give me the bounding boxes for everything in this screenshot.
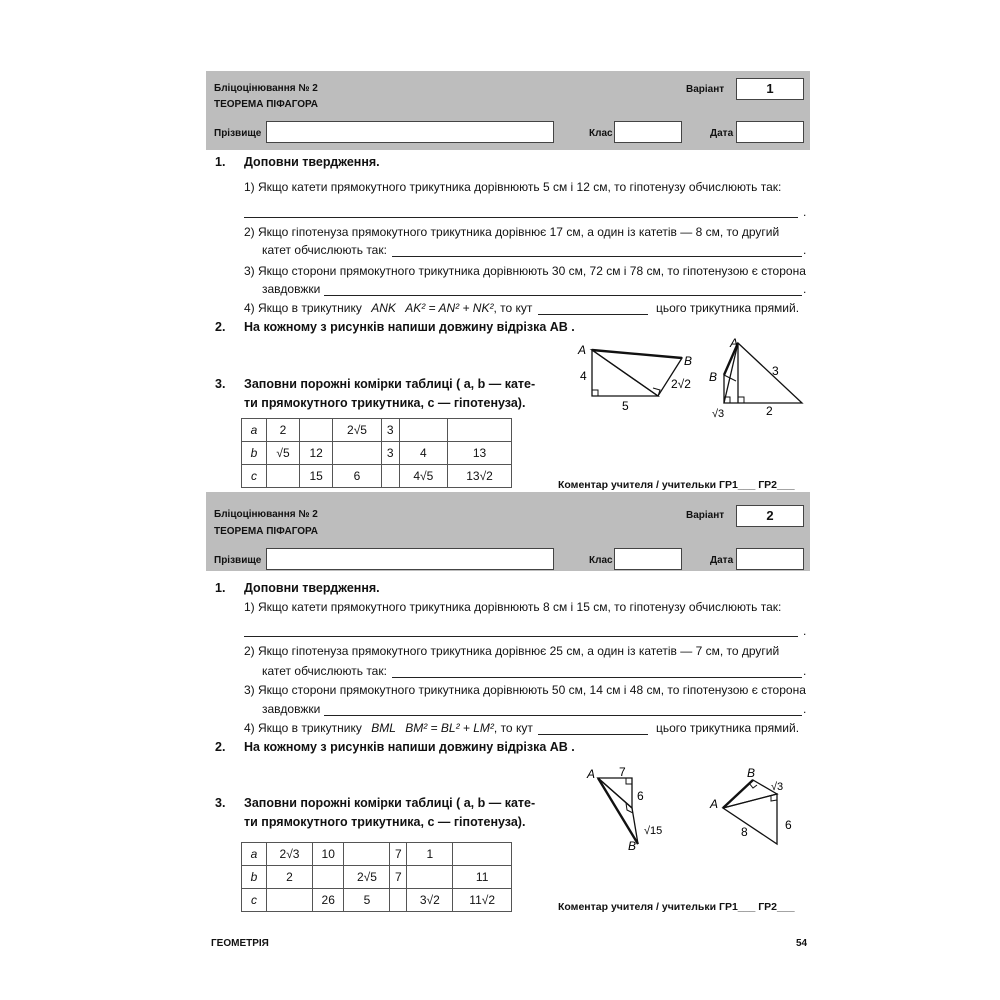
task1-statement-2: 2) Якщо гіпотенуза прямокутного трикутника дорівнює 17 см, а один із катетів — 8 см, то другий: [244, 225, 780, 239]
statement-4-text: 4) Якщо в трикутнику: [244, 301, 362, 315]
table-cell[interactable]: [399, 419, 447, 442]
answer-line[interactable]: [392, 677, 802, 678]
task1-statement-4: [244, 301, 532, 315]
table-cell[interactable]: 13: [448, 442, 512, 465]
task2-text: На кожному з рисунків напиши довжину відрізка AB .: [244, 740, 575, 754]
label-hyp: 3: [772, 364, 779, 378]
quiz-subtitle: ТЕОРЕМА ПІФАГОРА: [214, 526, 319, 537]
footer-subject: ГЕОМЕТРІЯ: [211, 938, 269, 949]
task1-statement-2b: катет обчислюють так:: [262, 243, 387, 257]
table-row: [242, 419, 512, 442]
task1-statement-3: 3) Якщо сторони прямокутного трикутника дорівнюють 30 см, 72 см і 78 см, то гіпотенузою є сторона: [244, 264, 806, 278]
surname-field[interactable]: [266, 121, 554, 143]
label-bottom: 5: [622, 399, 629, 413]
task2-text: На кожному з рисунків напиши довжину відрізка AB .: [244, 320, 575, 334]
answer-line[interactable]: [244, 217, 798, 218]
table-cell[interactable]: [448, 419, 512, 442]
figure-2: [700, 335, 810, 420]
table-cell[interactable]: [267, 465, 300, 488]
table-cell[interactable]: [381, 465, 399, 488]
table-cell[interactable]: 3√2: [407, 889, 453, 912]
triangle-name: BML: [371, 721, 396, 735]
label-a: A: [710, 797, 719, 811]
table-cell[interactable]: 3: [381, 419, 399, 442]
variant-label: Варіант: [686, 84, 725, 95]
class-label: Клас: [589, 555, 613, 566]
period: .: [803, 282, 807, 296]
table-cell[interactable]: [267, 889, 313, 912]
period: .: [803, 624, 807, 638]
statement-4-text-b: , то кут: [493, 721, 533, 735]
label-b: B: [709, 370, 718, 384]
variant-label: Варіант: [686, 510, 725, 521]
task1-number: 1.: [215, 581, 226, 595]
row-label: a: [242, 419, 267, 442]
quiz-subtitle: ТЕОРЕМА ПІФАГОРА: [214, 99, 319, 110]
label-top-right: √3: [771, 781, 784, 793]
task1-statement-4: [244, 721, 533, 735]
table-cell[interactable]: [344, 843, 390, 866]
task1-statement-3: 3) Якщо сторони прямокутного трикутника дорівнюють 50 см, 14 см і 48 см, то гіпотенузою є сторона: [244, 683, 806, 697]
label-a: A: [578, 343, 587, 357]
period: .: [803, 243, 807, 257]
table-cell[interactable]: 26: [312, 889, 344, 912]
outer-triangle: [724, 343, 802, 403]
label-b: B: [628, 839, 637, 853]
table-cell[interactable]: 7: [390, 843, 407, 866]
class-field[interactable]: [614, 548, 682, 570]
task3-table: [241, 418, 512, 488]
surname-label: Прізвище: [214, 128, 262, 139]
table-cell[interactable]: 3: [381, 442, 399, 465]
table-cell[interactable]: 2√5: [333, 419, 381, 442]
date-label: Дата: [710, 128, 734, 139]
table-cell[interactable]: 4√5: [399, 465, 447, 488]
task1-statement-1: 1) Якщо катети прямокутного трикутника дорівнюють 5 см і 12 см, то гіпотенузу обчислюють так:: [244, 180, 782, 194]
row-label: c: [242, 889, 267, 912]
task1-number: 1.: [215, 155, 226, 169]
table-cell[interactable]: 2: [267, 866, 313, 889]
class-label: Клас: [589, 128, 613, 139]
quiz-title: Бліцоцінювання № 2: [214, 509, 318, 520]
answer-line[interactable]: [324, 295, 802, 296]
task3-line2: ти прямокутного трикутника, c — гіпотенуза).: [244, 396, 526, 410]
table-cell[interactable]: [300, 419, 333, 442]
row-label: b: [242, 442, 267, 465]
right-angle-mark: [738, 397, 744, 403]
table-cell[interactable]: [407, 866, 453, 889]
teacher-comment: Коментар учителя / учительки ГР1___ ГР2___: [558, 901, 795, 913]
answer-line[interactable]: [324, 715, 802, 716]
task3-number: 3.: [215, 796, 226, 810]
label-left: 4: [580, 369, 587, 383]
equation: AK² = AN² + NK²: [405, 301, 494, 315]
task2-number: 2.: [215, 740, 226, 754]
task3-table: [241, 842, 512, 912]
table-row: [242, 866, 512, 889]
statement-4-text: 4) Якщо в трикутнику: [244, 721, 362, 735]
table-cell[interactable]: [312, 866, 344, 889]
answer-line[interactable]: [244, 636, 798, 637]
table-cell[interactable]: 15: [300, 465, 333, 488]
answer-line[interactable]: [392, 256, 802, 257]
answer-line[interactable]: [538, 314, 648, 315]
segment-ab: [592, 350, 682, 358]
period: .: [803, 205, 807, 219]
class-field[interactable]: [614, 121, 682, 143]
label-bottom-right: √15: [644, 825, 663, 837]
task1-statement-1: 1) Якщо катети прямокутного трикутника дорівнюють 8 см і 15 см, то гіпотенузу обчислюють так:: [244, 600, 782, 614]
table-row: [242, 442, 512, 465]
date-field[interactable]: [736, 121, 804, 143]
table-cell[interactable]: 1: [407, 843, 453, 866]
quiz-title: Бліцоцінювання № 2: [214, 83, 318, 94]
equation: BM² = BL² + LM²: [405, 721, 494, 735]
variant-number-box: 1: [736, 78, 804, 100]
table-row: [242, 843, 512, 866]
label-a: A: [730, 336, 739, 350]
task2-number: 2.: [215, 320, 226, 334]
page-number: 54: [796, 938, 808, 949]
date-field[interactable]: [736, 548, 804, 570]
statement-4-text-b: , то кут: [493, 301, 533, 315]
label-right: 6: [785, 818, 792, 832]
triangle-name: ANK: [371, 301, 396, 315]
table-cell[interactable]: 11√2: [453, 889, 512, 912]
figure-2: [705, 764, 815, 854]
task1-statement-3b: завдовжки: [262, 702, 321, 716]
date-label: Дата: [710, 555, 734, 566]
surname-label: Прізвище: [214, 555, 262, 566]
right-angle-mark: [626, 778, 632, 784]
task3-line1: Заповни порожні комірки таблиці ( a, b — кате-: [244, 377, 536, 391]
task1-statement-4c: цього трикутника прямий.: [656, 301, 800, 315]
table-cell[interactable]: [453, 843, 512, 866]
task1-statement-2b: катет обчислюють так:: [262, 664, 387, 678]
task1-statement-4c: цього трикутника прямий.: [656, 721, 800, 735]
table-cell[interactable]: √5: [267, 442, 300, 465]
table-cell[interactable]: 6: [333, 465, 381, 488]
table-cell[interactable]: 2: [267, 419, 300, 442]
label-bottom-left: √3: [712, 408, 725, 420]
task1-statement-2: 2) Якщо гіпотенуза прямокутного трикутника дорівнює 25 см, а один із катетів — 7 см, то другий: [244, 644, 780, 658]
table-cell[interactable]: 7: [390, 866, 407, 889]
figure-1: [570, 338, 700, 418]
teacher-comment: Коментар учителя / учительки ГР1___ ГР2___: [558, 479, 795, 491]
table-cell[interactable]: [390, 889, 407, 912]
label-right: 2√2: [671, 377, 691, 391]
task1-title: Доповни твердження.: [244, 581, 380, 595]
label-left: 8: [741, 825, 748, 839]
table-cell[interactable]: 5: [344, 889, 390, 912]
table-cell[interactable]: 4: [399, 442, 447, 465]
table-cell[interactable]: 12: [300, 442, 333, 465]
table-cell[interactable]: 2√5: [344, 866, 390, 889]
table-row: [242, 889, 512, 912]
task3-line2: ти прямокутного трикутника, c — гіпотенуза).: [244, 815, 526, 829]
label-top: 7: [619, 765, 626, 779]
task1-statement-3b: завдовжки: [262, 282, 321, 296]
table-row: [242, 465, 512, 488]
right-angle-mark: [749, 783, 757, 788]
surname-field[interactable]: [266, 548, 554, 570]
table-cell[interactable]: 11: [453, 866, 512, 889]
variant-number-box: 2: [736, 505, 804, 527]
task3-number: 3.: [215, 377, 226, 391]
answer-line[interactable]: [538, 734, 648, 735]
right-angle-mark: [592, 390, 598, 396]
period: .: [803, 664, 807, 678]
task1-title: Доповни твердження.: [244, 155, 380, 169]
label-right: 6: [637, 789, 644, 803]
row-label: c: [242, 465, 267, 488]
task3-line1: Заповни порожні комірки таблиці ( a, b — кате-: [244, 796, 536, 810]
table-cell[interactable]: 2√3: [267, 843, 313, 866]
label-bottom: 2: [766, 404, 773, 418]
label-a: A: [587, 767, 596, 781]
table-cell[interactable]: [333, 442, 381, 465]
table-cell[interactable]: 13√2: [448, 465, 512, 488]
table-cell[interactable]: 10: [312, 843, 344, 866]
label-b: B: [747, 766, 756, 780]
row-label: b: [242, 866, 267, 889]
row-label: a: [242, 843, 267, 866]
figure-1: [582, 760, 682, 855]
label-b: B: [684, 354, 693, 368]
period: .: [803, 702, 807, 716]
